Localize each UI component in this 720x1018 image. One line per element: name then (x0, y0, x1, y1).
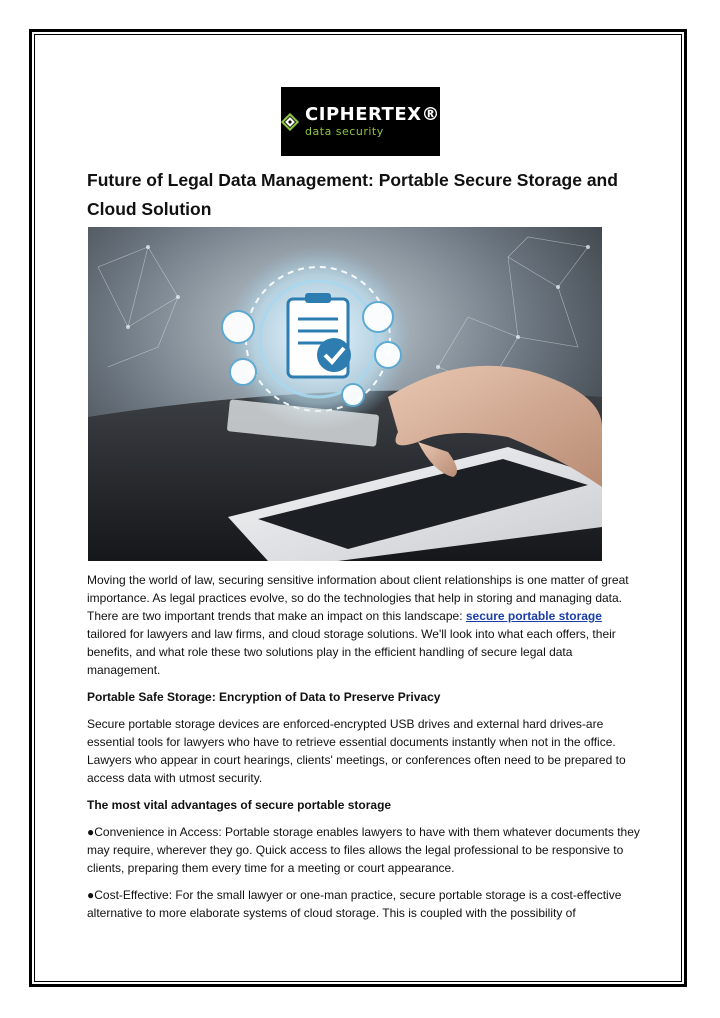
secure-portable-storage-link[interactable]: secure portable storage (465, 609, 602, 623)
bullet-item: ●Convenience in Access: Portable storage enables lawyers to have with them whatever documents they may require, wherever they go. Quick access to files allows the legal professional to be responsive to clients, preparing them every time for a meeting or court appearance. (87, 825, 640, 875)
logo-name: CIPHERTEX® (305, 104, 440, 125)
section2-heading: The most vital advantages of secure portable storage (87, 798, 392, 812)
ciphertex-mark-icon (281, 109, 299, 135)
checklist-icon (288, 293, 351, 377)
ciphertex-logo (281, 87, 440, 156)
logo-tagline: data security (305, 125, 384, 138)
bullet-item: ●Cost-Effective: For the small lawyer or one-man practice, secure portable storage is a cost-effective alternative to more elaborate systems of cloud storage. This is coupled with the possibility of (87, 888, 622, 920)
intro-text-before: Moving the world of law, securing sensitive information about client relationships is one matter of great importance. As legal practices evolve, so do the technologies that help in storing and managing data. There are two important trends that make an impact on this landscape: (87, 573, 629, 623)
section1-heading: Portable Safe Storage: Encryption of Data to Preserve Privacy (87, 690, 441, 704)
hero-illustration (88, 227, 602, 561)
page-title: Future of Legal Data Management: Portable Secure Storage and Cloud Solution (87, 170, 618, 219)
article-body (87, 571, 643, 931)
hero-image (88, 227, 602, 561)
intro-paragraph (87, 571, 643, 679)
intro-text-after: tailored for lawyers and law firms, and cloud storage solutions. We'll look into what each offers, their benefits, and what role these two solutions play in the efficient handling of secure legal data management. (87, 627, 616, 677)
section1-paragraph: Secure portable storage devices are enforced-encrypted USB drives and external hard drives-are essential tools for lawyers who have to retrieve essential documents instantly when not in the office. Lawyers who appear in court hearings, clients' meetings, or conferences often need to be prepared to access data with utmost security. (87, 717, 626, 785)
